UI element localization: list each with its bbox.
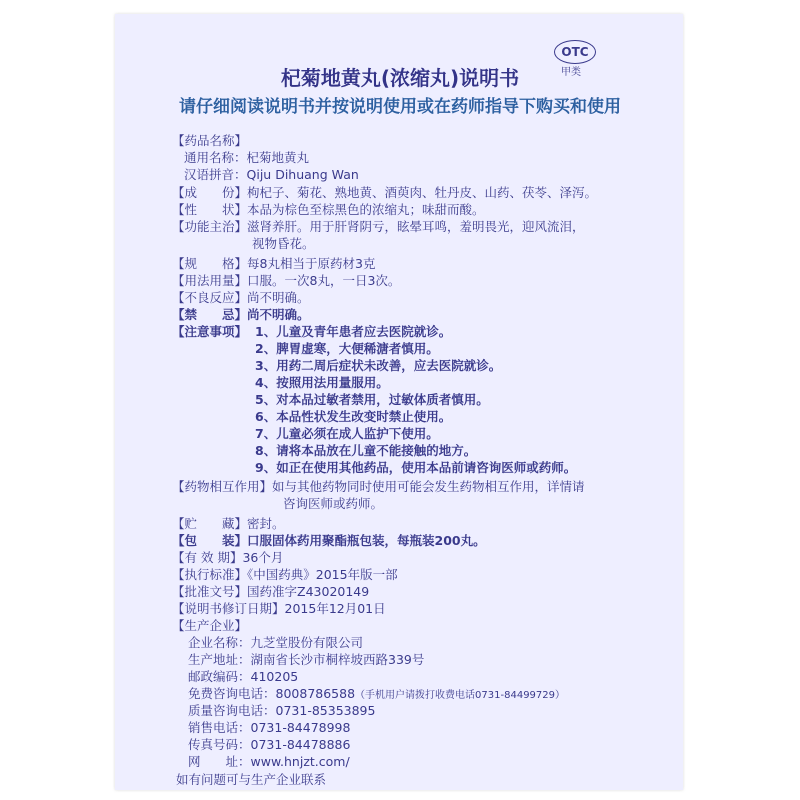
- company-value: 九芝堂股份有限公司: [250, 635, 364, 650]
- precautions-label: 【注意事项】: [172, 324, 248, 339]
- hotline-row: [188, 684, 565, 702]
- pinyin-value: Qiju Dihuang Wan: [246, 167, 359, 182]
- company-row: [188, 633, 363, 651]
- name-header: 【药品名称】: [172, 133, 248, 148]
- precaution-item: 7、儿童必须在成人监护下使用。: [255, 426, 439, 441]
- precaution-item: 6、本品性状发生改变时禁止使用。: [255, 409, 452, 424]
- address-label: 生产地址：: [188, 652, 251, 667]
- hotline-label: 免费咨询电话：: [188, 686, 276, 701]
- package-value: 口服固体药用聚酯瓶包装，每瓶装200丸。: [247, 533, 486, 548]
- storage-value: 密封。: [247, 516, 285, 531]
- precaution-item: 2、脾胃虚寒，大便稀溏者慎用。: [255, 341, 439, 356]
- quality-row: [188, 701, 375, 719]
- approval-label: 【批准文号】: [172, 584, 248, 599]
- sales-row: [188, 718, 350, 736]
- appearance-value: 本品为棕色至棕黑色的浓缩丸；味甜而酸。: [247, 202, 485, 217]
- appearance-label: 【性 状】: [172, 202, 248, 217]
- package-row: [172, 531, 486, 549]
- usage-value: 口服。一次8丸，一日3次。: [247, 273, 401, 288]
- precaution-item: 1、儿童及青年患者应去医院就诊。: [255, 324, 452, 339]
- ingredients-value: 枸杞子、菊花、熟地黄、酒萸肉、牡丹皮、山药、茯苓、泽泻。: [247, 185, 598, 200]
- company-label: 企业名称：: [188, 635, 251, 650]
- zip-row: [188, 667, 298, 685]
- hotline-note: （手机用户请拨打收费电话0731-84499729）: [355, 690, 566, 701]
- web-label: 网 址：: [188, 754, 251, 769]
- revision-label: 【说明书修订日期】: [172, 601, 285, 616]
- approval-value: 国药准字Z43020149: [247, 584, 370, 599]
- ingredients-label: 【成 份】: [172, 185, 248, 200]
- hotline-value: 8008786588: [275, 686, 356, 701]
- page-subtitle: 请仔细阅读说明书并按说明使用或在药师指导下购买和使用: [179, 97, 621, 117]
- validity-value: 36个月: [242, 550, 284, 565]
- sales-value: 0731-84478998: [250, 720, 351, 735]
- precaution-item: 9、如正在使用其他药品，使用本品前请咨询医师或药师。: [255, 460, 577, 475]
- storage-label: 【贮 藏】: [172, 516, 248, 531]
- contraindications-row: [172, 305, 310, 323]
- page-title: 杞菊地黄丸(浓缩丸)说明书: [280, 66, 520, 90]
- validity-label: 【有 效 期】: [172, 550, 243, 565]
- usage-label: 【用法用量】: [172, 273, 248, 288]
- standard-value: 《中国药典》2015年版一部: [247, 567, 398, 582]
- revision-value: 2015年12月01日: [284, 601, 386, 616]
- contraindications-value: 尚不明确。: [247, 307, 310, 322]
- precaution-item: 3、用药二周后症状未改善，应去医院就诊。: [255, 358, 502, 373]
- adverse-label: 【不良反应】: [172, 290, 248, 305]
- usage-row: [172, 271, 400, 289]
- address-value: 湖南省长沙市桐梓坡西路339号: [250, 652, 425, 667]
- interactions-value: 如与其他药物同时使用可能会发生药物相互作用，详情请: [272, 479, 585, 494]
- address-row: [188, 650, 424, 668]
- contraindications-label: 【禁 忌】: [172, 307, 248, 322]
- pinyin-row: [184, 165, 359, 183]
- sales-label: 销售电话：: [188, 720, 251, 735]
- common-name-label: 通用名称：: [184, 150, 247, 165]
- manufacturer-header: 【生产企业】: [172, 618, 248, 633]
- adverse-value: 尚不明确。: [247, 290, 310, 305]
- precaution-item: 4、按照用法用量服用。: [255, 375, 389, 390]
- spec-label: 【规 格】: [172, 256, 248, 271]
- fax-value: 0731-84478886: [250, 737, 351, 752]
- precaution-item: 8、请将本品放在儿童不能接触的地方。: [255, 443, 477, 458]
- standard-row: [172, 565, 398, 583]
- zip-label: 邮政编码：: [188, 669, 251, 684]
- standard-label: 【执行标准】: [172, 567, 248, 582]
- otc-category: 甲类: [561, 67, 581, 78]
- interactions-value-2: 咨询医师或药师。: [283, 496, 384, 511]
- spec-value: 每8丸相当于原药材3克: [247, 256, 376, 271]
- pinyin-label: 汉语拼音：: [184, 167, 247, 182]
- web-row: [188, 752, 350, 770]
- adverse-row: [172, 288, 310, 306]
- interactions-label: 【药物相互作用】: [172, 479, 273, 494]
- fax-row: [188, 735, 350, 753]
- otc-badge: OTC: [554, 40, 596, 64]
- footer-note: 如有问题可与生产企业联系: [176, 772, 327, 787]
- quality-value: 0731-85353895: [275, 703, 376, 718]
- indications-value-2: 视物昏花。: [252, 236, 315, 251]
- approval-row: [172, 582, 369, 600]
- interactions-row: [172, 477, 585, 495]
- common-name-row: [184, 148, 309, 166]
- zip-value: 410205: [250, 669, 299, 684]
- fax-label: 传真号码：: [188, 737, 251, 752]
- ingredients-row: [172, 183, 597, 201]
- spec-row: [172, 254, 375, 272]
- common-name-value: 杞菊地黄丸: [246, 150, 310, 165]
- indications-row: [172, 217, 585, 235]
- revision-row: [172, 599, 386, 617]
- validity-row: [172, 548, 283, 566]
- precaution-item: 5、对本品过敏者禁用，过敏体质者慎用。: [255, 392, 489, 407]
- storage-row: [172, 514, 285, 532]
- appearance-row: [172, 200, 485, 218]
- package-label: 【包 装】: [172, 533, 248, 548]
- indications-label: 【功能主治】: [172, 219, 248, 234]
- web-value: www.hnjzt.com/: [250, 754, 350, 769]
- indications-value: 滋肾养肝。用于肝肾阴亏，眩晕耳鸣，羞明畏光，迎风流泪，: [247, 219, 585, 234]
- quality-label: 质量咨询电话：: [188, 703, 276, 718]
